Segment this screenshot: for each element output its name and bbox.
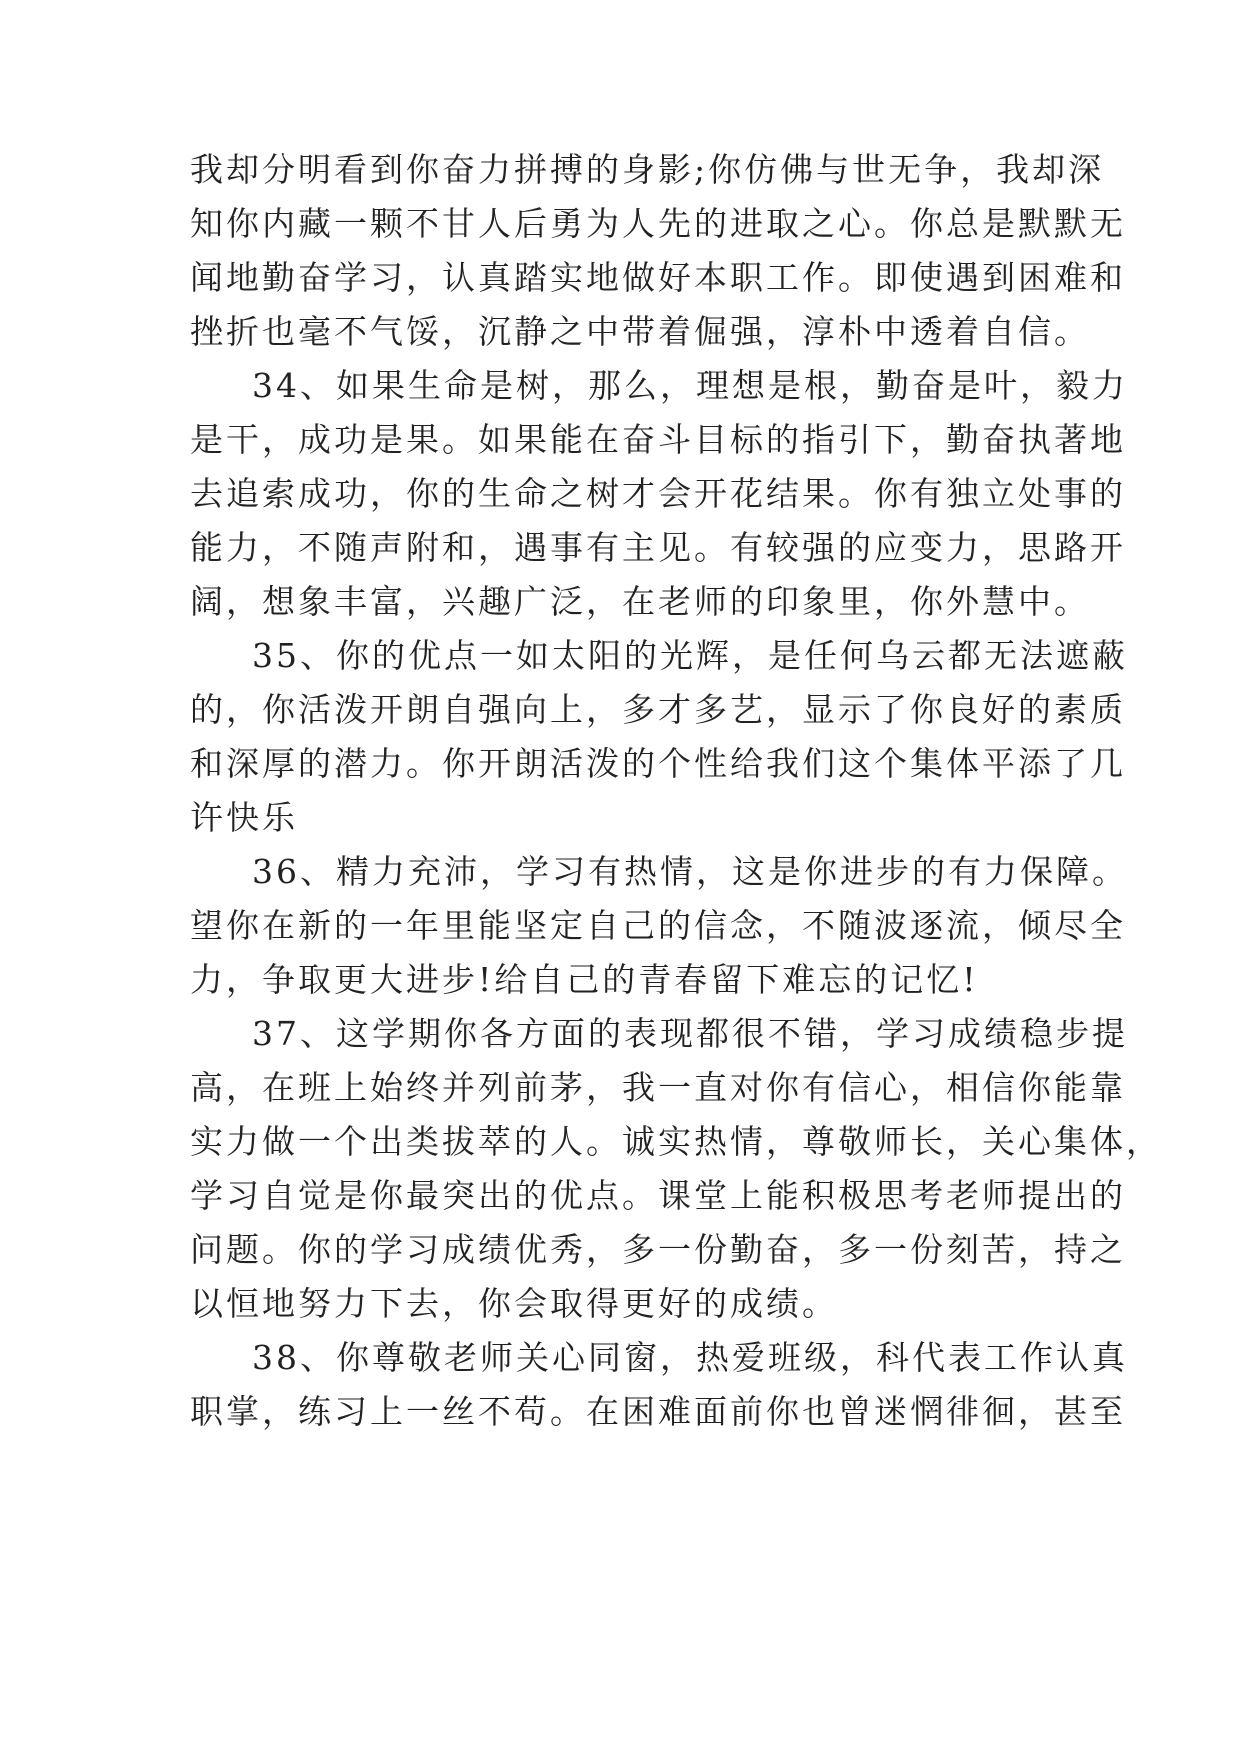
text-line: 望你在新的一年里能坚定自己的信念，不随波逐流，倾尽全 — [190, 906, 1126, 945]
paragraph-37-start: 37、这学期你各方面的表现都很不错，学习成绩稳步提 — [252, 1014, 1128, 1053]
text-line: 高，在班上始终并列前茅，我一直对你有信心，相信你能靠 — [190, 1068, 1126, 1107]
paragraph-38-start: 38、你尊敬老师关心同窗，热爱班级，科代表工作认真 — [252, 1338, 1128, 1377]
text-line: 挫折也毫不气馁，沉静之中带着倔强，淳朴中透着自信。 — [190, 312, 1090, 351]
text-line: 是干，成功是果。如果能在奋斗目标的指引下，勤奋执著地 — [190, 420, 1126, 459]
text-line: 以恒地努力下去，你会取得更好的成绩。 — [190, 1284, 838, 1323]
text-line: 和深厚的潜力。你开朗活泼的个性给我们这个集体平添了几 — [190, 744, 1126, 783]
paragraph-35-start: 35、你的优点一如太阳的光辉，是任何乌云都无法遮蔽 — [252, 636, 1128, 675]
text-line: 许快乐 — [190, 798, 298, 837]
paragraph-34-start: 34、如果生命是树，那么，理想是根，勤奋是叶，毅力 — [252, 366, 1128, 405]
text-line: 问题。你的学习成绩优秀，多一份勤奋，多一份刻苦，持之 — [190, 1230, 1126, 1269]
text-line: 实力做一个出类拔萃的人。诚实热情，尊敬师长，关心集体， — [190, 1122, 1162, 1161]
text-line: 阔，想象丰富，兴趣广泛，在老师的印象里，你外慧中。 — [190, 582, 1090, 621]
text-line: 的，你活泼开朗自强向上，多才多艺，显示了你良好的素质 — [190, 690, 1126, 729]
text-line: 职掌，练习上一丝不苟。在困难面前你也曾迷惘徘徊，甚至 — [190, 1392, 1126, 1431]
text-line: 学习自觉是你最突出的优点。课堂上能积极思考老师提出的 — [190, 1176, 1126, 1215]
text-line: 能力，不随声附和，遇事有主见。有较强的应变力，思路开 — [190, 528, 1126, 567]
text-line: 知你内藏一颗不甘人后勇为人先的进取之心。你总是默默无 — [190, 204, 1126, 243]
paragraph-36-start: 36、精力充沛，学习有热情，这是你进步的有力保障。 — [252, 852, 1128, 891]
text-line: 闻地勤奋学习，认真踏实地做好本职工作。即使遇到困难和 — [190, 258, 1126, 297]
text-line: 力，争取更大进步!给自己的青春留下难忘的记忆! — [190, 960, 979, 999]
text-line: 去追索成功，你的生命之树才会开花结果。你有独立处事的 — [190, 474, 1126, 513]
text-line: 我却分明看到你奋力拼搏的身影;你仿佛与世无争，我却深 — [190, 150, 1105, 189]
